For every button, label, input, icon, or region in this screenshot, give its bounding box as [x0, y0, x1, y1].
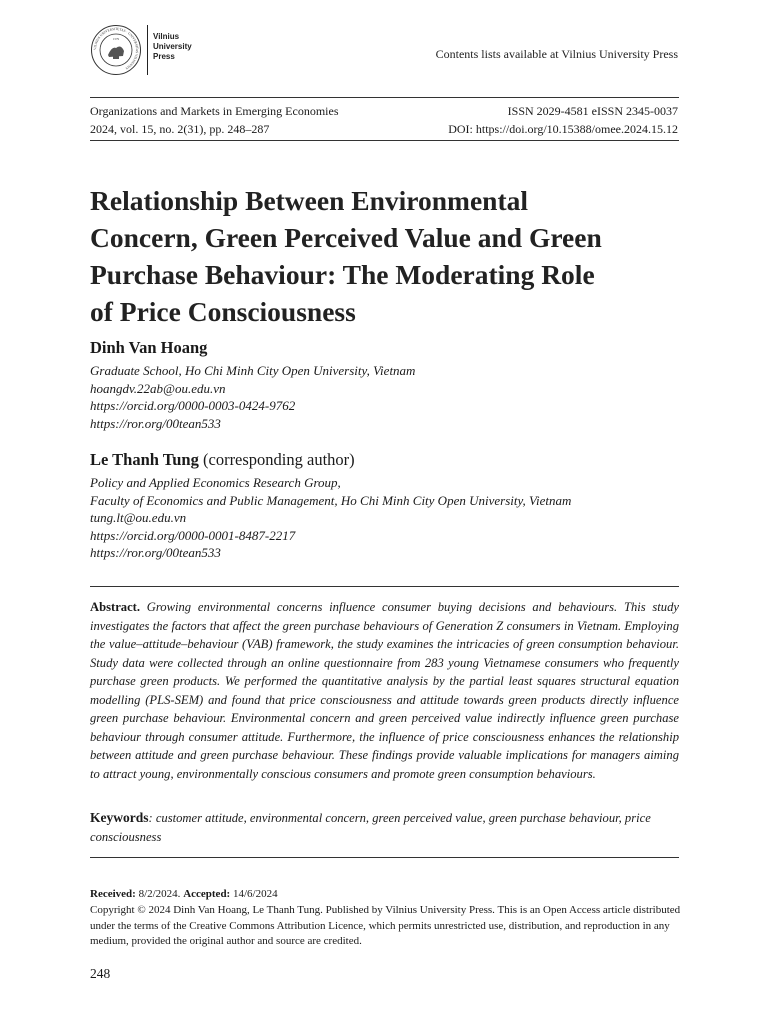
abstract: [90, 598, 679, 783]
author-affiliation: [90, 474, 690, 562]
vilnius-university-seal-icon: [90, 24, 142, 76]
paper-title: [90, 182, 690, 330]
page-number: 248: [90, 966, 111, 981]
title-line: Relationship Between Environmental: [90, 185, 528, 216]
orcid-link[interactable]: https://orcid.org/0000-0001-8487-2217: [90, 527, 296, 543]
doi-link[interactable]: DOI: https://doi.org/10.15388/omee.2024.15.12: [448, 122, 678, 136]
accepted-date: 14/6/2024: [232, 888, 278, 900]
seal-ring-text: VILNIUS UNIVERSITETAS · UNIVERSITAS VILNENSIS: [92, 26, 140, 71]
logo-divider: [147, 25, 148, 75]
ror-link[interactable]: https://ror.org/00tean533: [90, 545, 221, 560]
journal-name: Organizations and Markets in Emerging Economies: [90, 104, 339, 118]
abstract-text: Growing environmental concerns influence consumer buying decisions and behaviours. This study investigates the factors that affect the green purchase behaviours of Generation Z consumers in Vietnam. Employing the value–attitude–behaviour (VAB) framework, the study examines the intricacies of green consumption behaviour. Study data were collected through an online questionnaire from 283 young Vietnamese consumers who frequently purchase green products. We performed the quantitative analysis by the partial least squares structural equation modelling (PLS-SEM) and found that price consciousness and attitude towards green products directly influence green purchase behaviour. Environmental concern and green perceived value indirectly influence green purchase behaviour through consumer attitude. Furthermore, the influence of price consciousness enhances the relationship between attitude and green purchase behaviour. These findings provide valuable implications for managers aiming to attract young, environmentally conscious consumers and promote green consumption behaviours.: [90, 600, 679, 781]
seal-year: 1579: [113, 37, 119, 41]
copyright-notice: Copyright © 2024 Dinh Van Hoang, Le Thanh Tung. Published by Vilnius University Press. This is an Open Access article distributed under the terms of the Creative Commons Attribution Licence, which permits unrestricted use, distribution, and reproduction in any medium, provided the original author and source are credited.: [90, 904, 681, 947]
keywords: [90, 809, 679, 846]
author-role: (corresponding author): [203, 450, 355, 469]
identifier-info: [448, 102, 678, 138]
wordmark-line: Vilnius: [153, 32, 180, 41]
corresponding-author-name: [90, 450, 355, 470]
abstract-bottom-rule: [90, 857, 679, 858]
header-top-rule: [90, 97, 679, 98]
author-name-text: Le Thanh Tung: [90, 450, 199, 469]
received-date: 8/2/2024.: [138, 888, 181, 900]
wordmark-line: Press: [153, 52, 175, 61]
issn: ISSN 2029-4581 eISSN 2345-0037: [507, 104, 678, 118]
accepted-label: Accepted:: [183, 888, 231, 900]
ror-link[interactable]: https://ror.org/00tean533: [90, 415, 221, 431]
contents-note: Contents lists available at Vilnius University Press: [435, 47, 678, 61]
title-line: of Price Consciousness: [90, 296, 356, 327]
wordmark-line: University: [153, 42, 192, 51]
press-wordmark: [153, 32, 192, 62]
orcid-link[interactable]: https://orcid.org/0000-0003-0424-9762: [90, 398, 296, 413]
affiliation-line: Policy and Applied Economics Research Group,: [90, 475, 341, 490]
received-label: Received:: [90, 888, 136, 900]
journal-info: [90, 102, 339, 138]
title-line: Concern, Green Perceived Value and Green: [90, 222, 602, 253]
author-affiliation: [90, 362, 690, 432]
journal-issue: 2024, vol. 15, no. 2(31), pp. 248–287: [90, 122, 270, 136]
header-bottom-rule: [90, 140, 679, 141]
email-link[interactable]: tung.lt@ou.edu.vn: [90, 510, 187, 525]
email-link[interactable]: hoangdv.22ab@ou.edu.vn: [90, 380, 226, 396]
title-line: Purchase Behaviour: The Moderating Role: [90, 259, 595, 290]
received-accepted-dates: [90, 887, 690, 903]
keywords-label: Keywords: [90, 810, 149, 825]
affiliation-line: Faculty of Economics and Public Management, Ho Chi Minh City Open University, Vietnam: [90, 492, 572, 508]
abstract-label: Abstract.: [90, 600, 141, 614]
author-name-text: Dinh Van Hoang: [90, 338, 208, 357]
keywords-text: : customer attitude, environmental concern, green perceived value, green purchase behaviour, price consciousness: [90, 811, 651, 844]
author-name: [90, 338, 207, 358]
abstract-top-rule: [90, 586, 679, 587]
affiliation-line: Graduate School, Ho Chi Minh City Open University, Vietnam: [90, 363, 416, 378]
